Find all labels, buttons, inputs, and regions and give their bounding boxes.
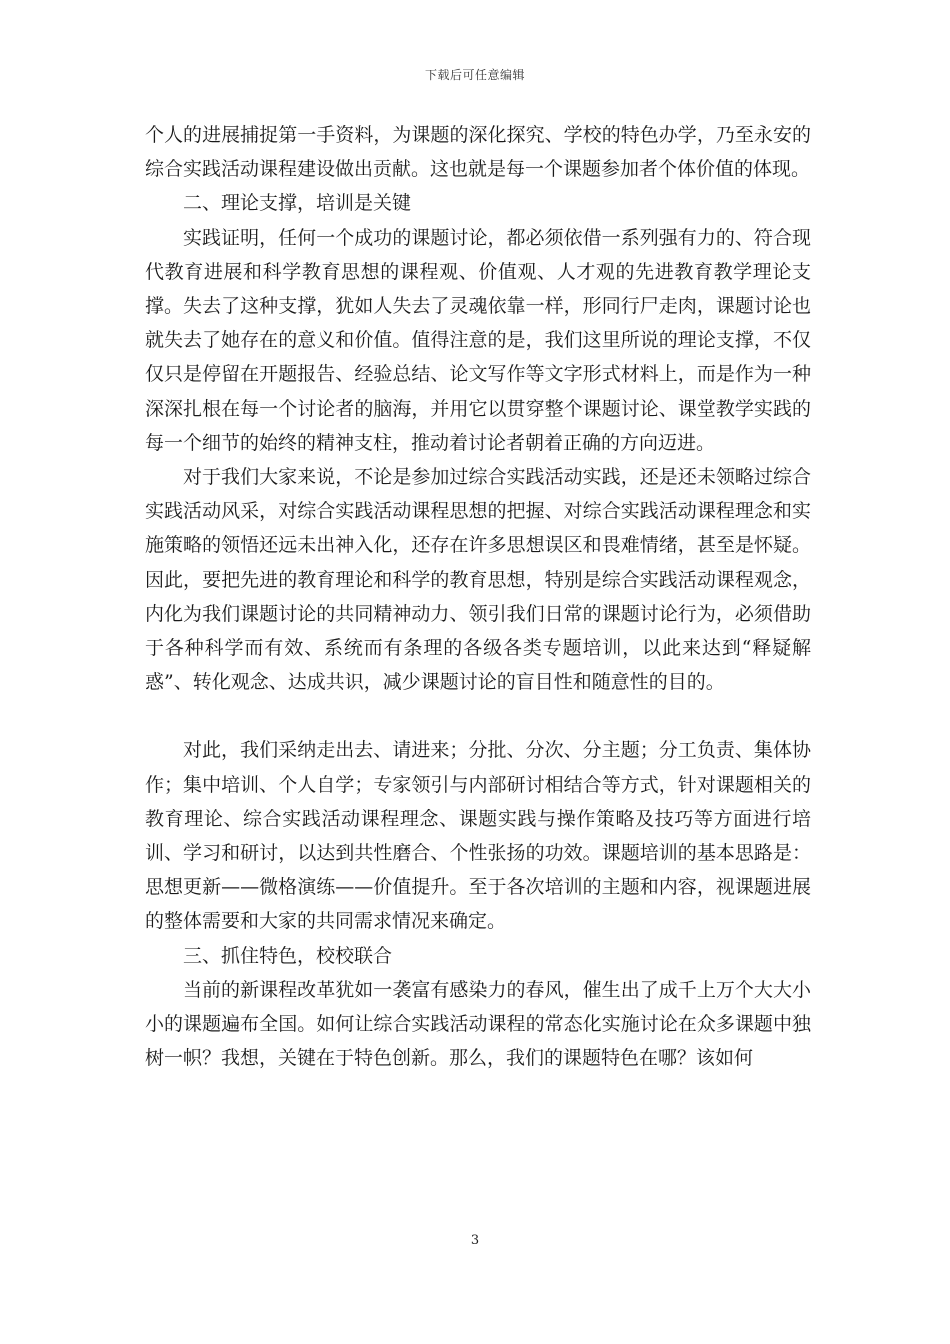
- page-header: 下载后可任意编辑: [424, 68, 525, 82]
- section-heading-3: 三、抓住特色，校校联合: [183, 944, 393, 967]
- paragraph-continuation: 个人的进展捕捉第一手资料，为课题的深化探究、学校的特色办学，乃至永安的综合实践活动课程建设做出贡献。这也就是每一个课题参加者个体价值的体现。: [145, 124, 811, 181]
- paragraph: 对此，我们采纳走出去、请进来；分批、分次、分主题；分工负责、集体协作；集中培训、个人自学；专家领引与内部研讨相结合等方式，针对课题相关的教育理论、综合实践活动课程理念、课题实践与操作策略及技巧等方面进行培训、学习和研讨，以达到共性磨合、个性张扬的功效。课题培训的基本思路是：思想更新——微格演练——价值提升。至于各次培训的主题和内容，视课题进展的整体需要和大家的共同需求情况来确定。: [145, 739, 811, 933]
- page-number: 3: [470, 1233, 480, 1248]
- document-body: [145, 118, 811, 1075]
- paragraph: 实践证明，任何一个成功的课题讨论，都必须依借一系列强有力的、符合现代教育进展和科学教育思想的课程观、价值观、人才观的先进教育教学理论支撑。失去了这种支撑，犹如人失去了灵魂依靠一样，形同行尸走肉，课题讨论也就失去了她存在的意义和价值。值得注意的是，我们这里所说的理论支撑，不仅仅只是停留在开题报告、经验总结、论文写作等文字形式材料上，而是作为一种深深扎根在每一个讨论者的脑海，并用它以贯穿整个课题讨论、课堂教学实践的每一个细节的始终的精神支柱，推动着讨论者朝着正确的方向迈进。: [145, 226, 811, 454]
- section-heading-2: 二、理论支撑，培训是关键: [183, 192, 412, 215]
- paragraph: 对于我们大家来说，不论是参加过综合实践活动实践，还是还未领略过综合实践活动风采，对综合实践活动课程思想的把握、对综合实践活动课程理念和实施策略的领悟还远未出神入化，还存在许多思想误区和畏难情绪，甚至是怀疑。因此，要把先进的教育理论和科学的教育思想，特别是综合实践活动课程观念，内化为我们课题讨论的共同精神动力、领引我们日常的课题讨论行为，必须借助于各种科学而有效、系统而有条理的各级各类专题培训，以此来达到“释疑解惑”、转化观念、达成共识，减少课题讨论的盲目性和随意性的目的。: [145, 466, 811, 694]
- paragraph: 当前的新课程改革犹如一袭富有感染力的春风，催生出了成千上万个大大小小的课题遍布全国。如何让综合实践活动课程的常态化实施讨论在众多课题中独树一帜？我想，关键在于特色创新。那么，我们的课题特色在哪？该如何: [145, 978, 811, 1070]
